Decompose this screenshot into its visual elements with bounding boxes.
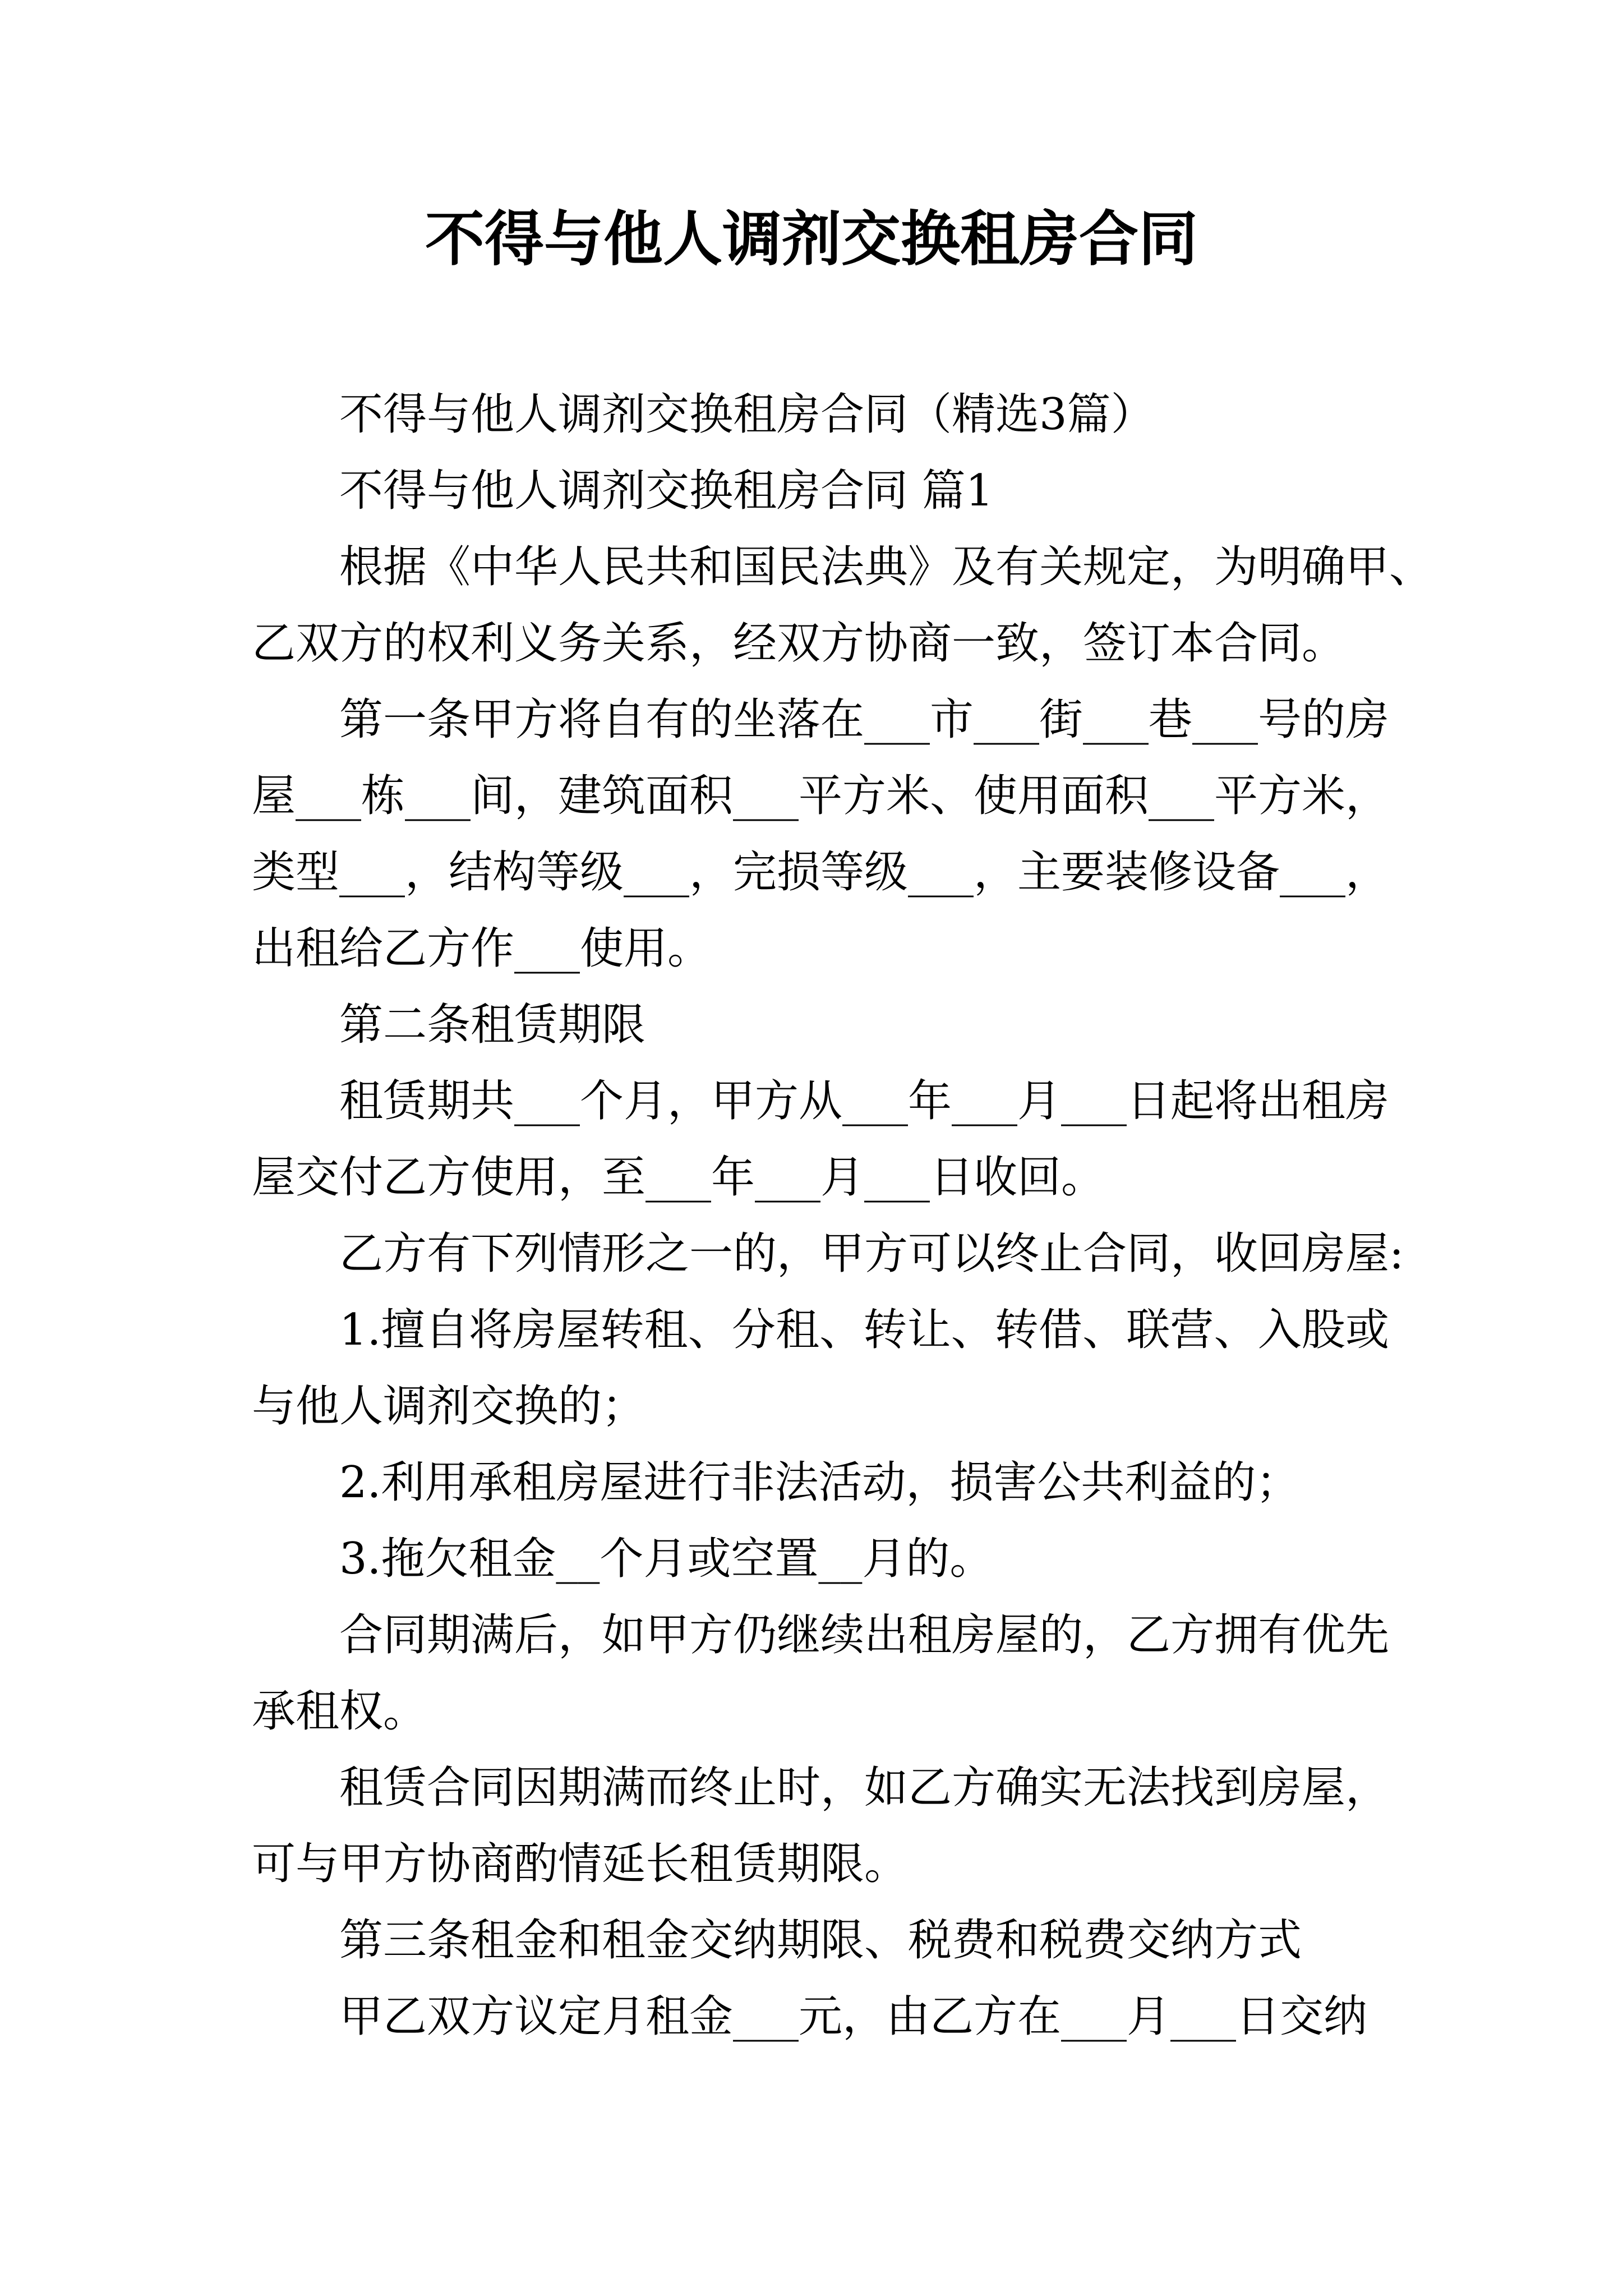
paragraph-section-heading [252,453,1389,529]
text-line: 3.拖欠租金__个月或空置__月的。 [339,1534,994,1584]
paragraph [252,1597,1389,1750]
paragraph-article-2-heading [252,987,1389,1063]
document-title: 不得与他人调剂交换租房合同 [425,204,1198,274]
text-line: 不得与他人调剂交换租房合同 篇1 [339,466,994,516]
document-body [252,376,1433,2055]
text-line: 可与甲方协商酌情延长租赁期限。 [252,1839,909,1889]
list-item [252,1292,1389,1444]
text-line: 租赁期共___个月，甲方从___年___月___日起将出租房 [339,1076,1390,1126]
list-item [252,1444,1389,1521]
paragraph-subtitle [252,376,1389,453]
paragraph [252,1063,1389,1216]
paragraph [252,529,1433,682]
text-line: 屋交付乙方使用，至___年___月___日收回。 [252,1152,1105,1203]
text-line: 乙双方的权利义务关系，经双方协商一致，签订本合同。 [252,618,1346,669]
text-line: 2.利用承租房屋进行非法活动，损害公共利益的； [339,1457,1300,1508]
text-line: 合同期满后，如甲方仍继续出租房屋的，乙方拥有优先 [339,1610,1390,1660]
text-line: 不得与他人调剂交换租房合同（精选3篇） [339,389,1155,440]
text-line: 第一条甲方将自有的坐落在___市___街___巷___号的房 [339,694,1390,745]
text-line: 类型___，结构等级___，完损等级___，主要装修设备___， [252,847,1390,898]
text-line: 与他人调剂交换的； [252,1381,646,1432]
paragraph [252,1750,1389,1902]
text-line: 1.擅自将房屋转租、分租、转让、转借、联营、入股或 [339,1305,1389,1355]
text-line: 租赁合同因期满而终止时，如乙方确实无法找到房屋， [339,1763,1390,1813]
text-line: 乙方有下列情形之一的，甲方可以终止合同，收回房屋: [339,1228,1404,1279]
paragraph-article-3-heading [252,1902,1389,1978]
text-line: 屋___栋___间，建筑面积___平方米、使用面积___平方米， [252,771,1390,821]
list-item [252,1521,1389,1597]
text-line: 甲乙双方议定月租金___元，由乙方在___月___日交纳 [339,1991,1368,2042]
text-line: 承租权。 [252,1686,427,1737]
paragraph [252,1216,1404,1292]
paragraph [252,1978,1389,2055]
paragraph-article-1 [252,682,1389,987]
text-line: 根据《中华人民共和国民法典》及有关规定，为明确甲、 [339,542,1433,592]
text-line: 出租给乙方作___使用。 [252,923,712,974]
text-line: 第三条租金和租金交纳期限、税费和税费交纳方式 [339,1915,1302,1966]
text-line: 第二条租赁期限 [339,1000,646,1050]
